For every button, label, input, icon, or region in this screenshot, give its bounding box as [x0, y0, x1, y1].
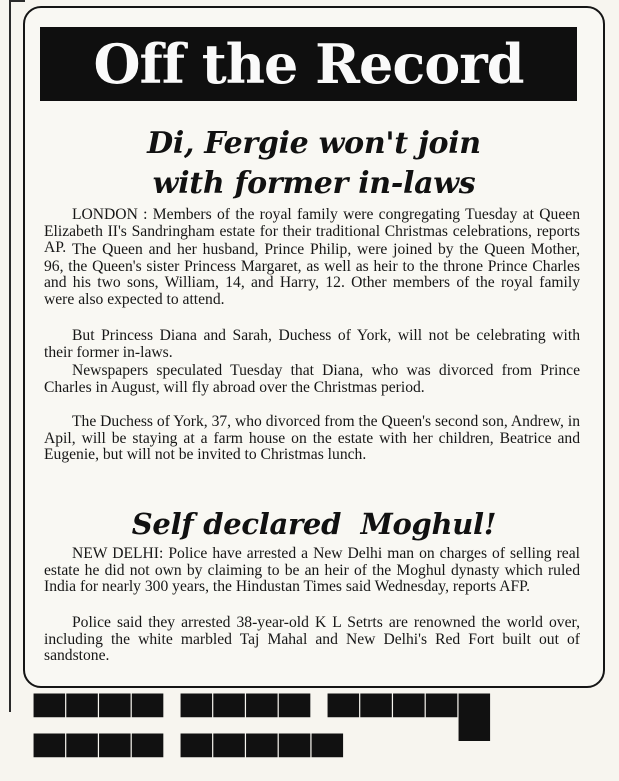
story1-headline-line1: Di, Fergie won't join [147, 126, 481, 161]
section-masthead: Off the Record [40, 27, 577, 101]
story1-paragraph-3: But Princess Diana and Sarah, Duchess of York, will not be celebrating with their former in-laws. [44, 327, 580, 361]
story1-headline [30, 124, 598, 204]
story2-paragraph-2: Police said they arrested 38-year-old K L Setrts are renowned the world over, including the white marbled Taj Mahal and New Delhi's Red Fort built out of sandstone. [44, 614, 580, 665]
cropped-headline-glyphs: ▀▀▀▀ ▀▀▀▀ ▀▀▀▀█ ▀▀▀▀ ▀▀▀▀▀ [34, 694, 492, 781]
story2-headline: Self declared Moghul! [131, 507, 497, 541]
column-rule-left [9, 0, 11, 712]
column-rule-top [9, 0, 25, 2]
story1-paragraph-1: LONDON : Members of the royal family were congregating Tuesday at Queen Elizabeth II's Sandringham estate for their traditional Christmas celebrations, reports AP. [44, 206, 580, 257]
story1-headline-line2: with former in-laws [152, 166, 476, 201]
story2-paragraph-1: NEW DELHI: Police have arrested a New Delhi man on charges of selling real estate he did not own by claiming to be an heir of the Moghul dynasty which ruled India for nearly 300 years, the Hindustan Times said Wednesday, reports AFP. [44, 545, 580, 596]
story1-paragraph-2: The Queen and her husband, Prince Philip, were joined by the Queen Mother, 96, the Queen's sister Princess Margaret, as well as heir to the throne Prince Charles and his two sons, William, 14, and Harry, 12. Other members of the royal family were also expected to attend. [44, 241, 580, 309]
next-article-headline-fragment [34, 694, 619, 781]
story1-paragraph-4: Newspapers speculated Tuesday that Diana, who was divorced from Prince Charles in August, will fly abroad over the Christmas period. [44, 362, 580, 396]
story1-paragraph-5: The Duchess of York, 37, who divorced from the Queen's second son, Andrew, in Apil, will be staying at a farm house on the estate with her children, Beatrice and Eugenie, but will not be invited to Christmas lunch. [44, 413, 580, 464]
